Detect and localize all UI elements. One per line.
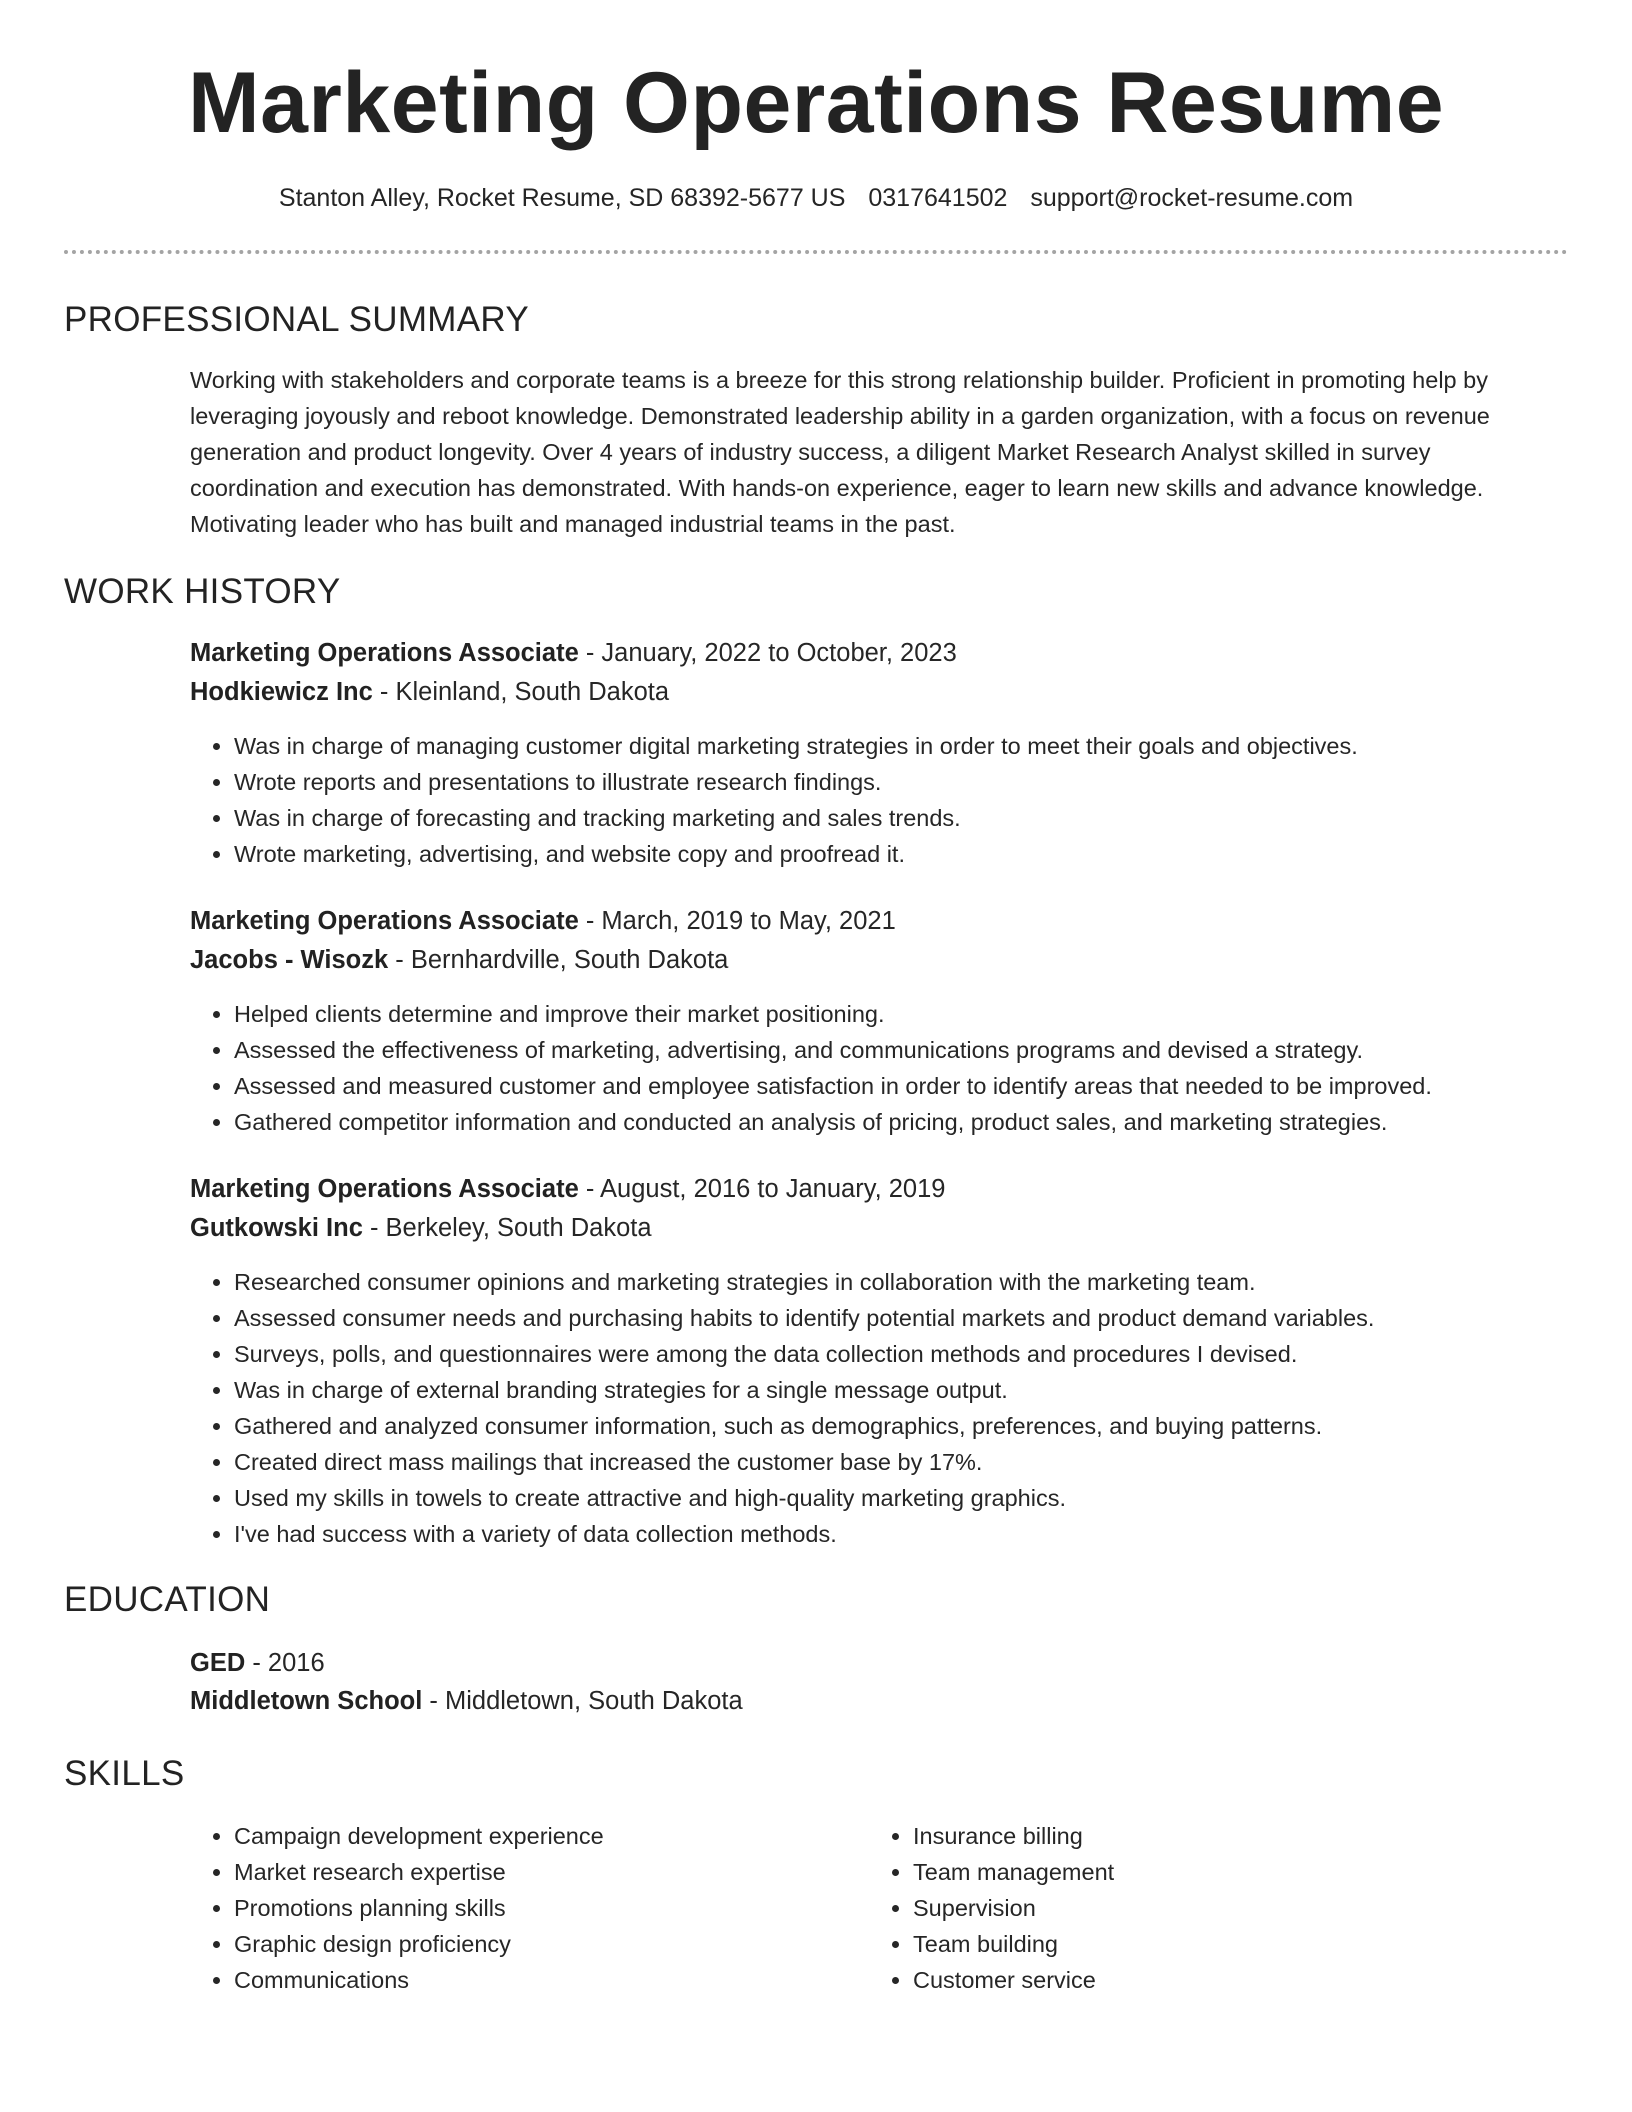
- skills-list-right: [869, 1818, 1533, 1998]
- job-3-title: Marketing Operations Associate: [190, 1175, 579, 1203]
- list-item: • Was in charge of external branding strategies for a single message output.: [234, 1372, 1374, 1408]
- list-item: • Market research expertise: [234, 1854, 854, 1890]
- education-year: - 2016: [245, 1649, 325, 1677]
- resume-title: Marketing Operations Resume: [187, 55, 1445, 151]
- education-location: - Middletown, South Dakota: [422, 1687, 743, 1715]
- list-item: • Team building: [913, 1926, 1533, 1962]
- job-3-company-line: [190, 1209, 652, 1247]
- list-item: • Insurance billing: [913, 1818, 1533, 1854]
- list-item: • Supervision: [913, 1890, 1533, 1926]
- education-degree-line: [190, 1644, 325, 1682]
- summary-heading: PROFESSIONAL SUMMARY: [64, 300, 529, 339]
- job-1-title: Marketing Operations Associate: [190, 639, 579, 667]
- list-item: • Researched consumer opinions and marketing strategies in collaboration with the marketing team.: [234, 1264, 1374, 1300]
- list-item: • Customer service: [913, 1962, 1533, 1998]
- education-degree: GED: [190, 1649, 246, 1677]
- list-item: • Promotions planning skills: [234, 1890, 854, 1926]
- job-1-dates: - January, 2022 to October, 2023: [578, 639, 957, 667]
- list-item: • Surveys, polls, and questionnaires were among the data collection methods and procedures I devised.: [234, 1336, 1374, 1372]
- list-item: • Helped clients determine and improve their market positioning.: [234, 996, 1432, 1032]
- skills-list-left: [190, 1818, 854, 1998]
- list-item: • Wrote marketing, advertising, and website copy and proofread it.: [234, 836, 1358, 872]
- job-3-dates: - August, 2016 to January, 2019: [578, 1175, 946, 1203]
- header-divider: [64, 250, 1568, 254]
- list-item: • Assessed and measured customer and employee satisfaction in order to identify areas that needed to be improved.: [234, 1068, 1432, 1104]
- list-item: • Gathered competitor information and conducted an analysis of pricing, product sales, and marketing strategies.: [234, 1104, 1432, 1140]
- education-school: Middletown School: [190, 1687, 423, 1715]
- work-history-heading: WORK HISTORY: [64, 572, 341, 611]
- job-3-company: Gutkowski Inc: [190, 1214, 363, 1242]
- list-item: • Assessed consumer needs and purchasing habits to identify potential markets and product demand variables.: [234, 1300, 1374, 1336]
- education-school-line: [190, 1682, 743, 1720]
- job-3-location: - Berkeley, South Dakota: [362, 1214, 652, 1242]
- list-item: • Graphic design proficiency: [234, 1926, 854, 1962]
- job-2-title-line: [190, 902, 896, 940]
- list-item: • Assessed the effectiveness of marketing, advertising, and communications programs and devised a strategy.: [234, 1032, 1432, 1068]
- job-1-company-line: [190, 673, 669, 711]
- job-2-company-line: [190, 941, 728, 979]
- job-2-title: Marketing Operations Associate: [190, 907, 579, 935]
- list-item: • Wrote reports and presentations to illustrate research findings.: [234, 764, 1358, 800]
- job-2-bullets: [190, 996, 1432, 1140]
- job-3-title-line: [190, 1170, 945, 1208]
- job-1-company: Hodkiewicz Inc: [190, 678, 373, 706]
- list-item: • Was in charge of managing customer digital marketing strategies in order to meet their goals and objectives.: [234, 728, 1358, 764]
- summary-text: Working with stakeholders and corporate teams is a breeze for this strong relationship builder. Proficient in promoting help by leveraging joyously and reboot knowledge. Demonstrated leadership ability in a garden organization, with a focus on revenue generation and product longevity. Over 4 years of industry success, a diligent Market Research Analyst skilled in survey coordination and execution has demonstrated. With hands-on experience, eager to learn new skills and advance knowledge. Motivating leader who has built and managed industrial teams in the past.: [190, 367, 1490, 537]
- job-2-dates: - March, 2019 to May, 2021: [578, 907, 896, 935]
- job-2-company: Jacobs - Wisozk: [190, 946, 389, 974]
- list-item: • Was in charge of forecasting and tracking marketing and sales trends.: [234, 800, 1358, 836]
- contact-phone: 0317641502: [868, 184, 1008, 212]
- list-item: • Communications: [234, 1962, 854, 1998]
- contact-email: support@rocket-resume.com: [1030, 184, 1354, 212]
- list-item: • I've had success with a variety of data collection methods.: [234, 1516, 1374, 1552]
- list-item: • Campaign development experience: [234, 1818, 854, 1854]
- education-heading: EDUCATION: [64, 1580, 271, 1619]
- job-3-bullets: [190, 1264, 1374, 1552]
- contact-address: Stanton Alley, Rocket Resume, SD 68392-5677 US: [278, 184, 846, 212]
- list-item: • Team management: [913, 1854, 1533, 1890]
- list-item: • Created direct mass mailings that increased the customer base by 17%.: [234, 1444, 1374, 1480]
- contact-line: [0, 180, 1632, 216]
- list-item: • Used my skills in towels to create attractive and high-quality marketing graphics.: [234, 1480, 1374, 1516]
- list-item: • Gathered and analyzed consumer information, such as demographics, preferences, and buying patterns.: [234, 1408, 1374, 1444]
- job-1-location: - Kleinland, South Dakota: [372, 678, 670, 706]
- job-1-bullets: [190, 728, 1358, 872]
- skills-heading: SKILLS: [64, 1754, 185, 1793]
- job-2-location: - Bernhardville, South Dakota: [388, 946, 729, 974]
- job-1-title-line: [190, 634, 957, 672]
